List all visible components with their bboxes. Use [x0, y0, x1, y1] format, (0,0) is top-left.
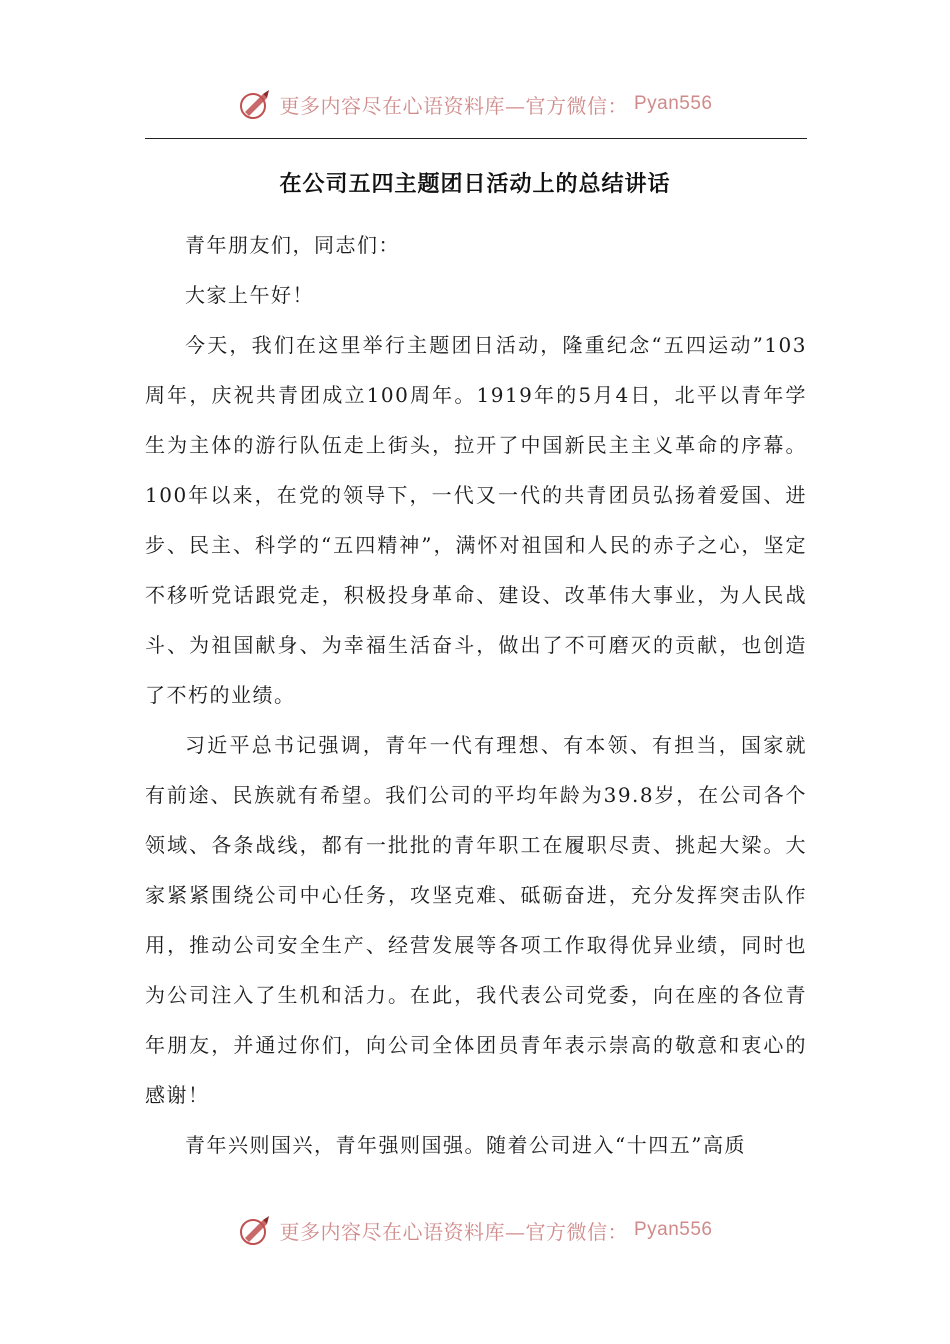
watermark-handle: Pyan556 — [633, 1219, 713, 1240]
document-body — [145, 220, 807, 1170]
header-watermark — [0, 84, 950, 124]
watermark-handle: Pyan556 — [633, 93, 713, 114]
paragraph: 习近平总书记强调，青年一代有理想、有本领、有担当，国家就有前途、民族就有希望。我们公司的平均年龄为39.8岁，在公司各个领域、各条战线，都有一批批的青年职工在履职尽责、挑起大梁。大家紧紧围绕公司中心任务，攻坚克难、砥砺奋进，充分发挥突击队作用，推动公司安全生产、经营发展等各项工作取得优异业绩，同时也为公司注入了生机和活力。在此，我代表公司党委，向在座的各位青年朋友，并通过你们，向公司全体团员青年表示崇高的敬意和衷心的感谢！ — [145, 733, 807, 1107]
paragraph: 青年兴则国兴，青年强则国强。随着公司进入“十四五”高质 — [185, 1133, 746, 1157]
paragraph: 今天，我们在这里举行主题团日活动，隆重纪念“五四运动”103周年，庆祝共青团成立100周年。1919年的5月4日，北平以青年学生为主体的游行队伍走上街头，拉开了中国新民主主义革命的序幕。100年以来，在党的领导下，一代又一代的共青团员弘扬着爱国、进步、民主、科学的“五四精神”，满怀对祖国和人民的赤子之心，坚定不移听党话跟党走，积极投身革命、建设、改革伟大事业，为人民战斗、为祖国献身、为幸福生活奋斗，做出了不可磨灭的贡献，也创造了不朽的业绩。 — [145, 333, 807, 707]
pen-nib-logo-icon — [237, 86, 273, 122]
watermark-text: 更多内容尽在心语资料库—官方微信： — [279, 93, 628, 118]
header-divider — [145, 138, 807, 139]
footer-watermark — [0, 1210, 950, 1250]
watermark-text: 更多内容尽在心语资料库—官方微信： — [279, 1219, 628, 1244]
document-title: 在公司五四主题团日活动上的总结讲话 — [279, 172, 671, 197]
paragraph: 青年朋友们，同志们： — [185, 233, 400, 257]
paragraph: 大家上午好！ — [185, 283, 314, 307]
pen-nib-logo-icon — [237, 1212, 273, 1248]
